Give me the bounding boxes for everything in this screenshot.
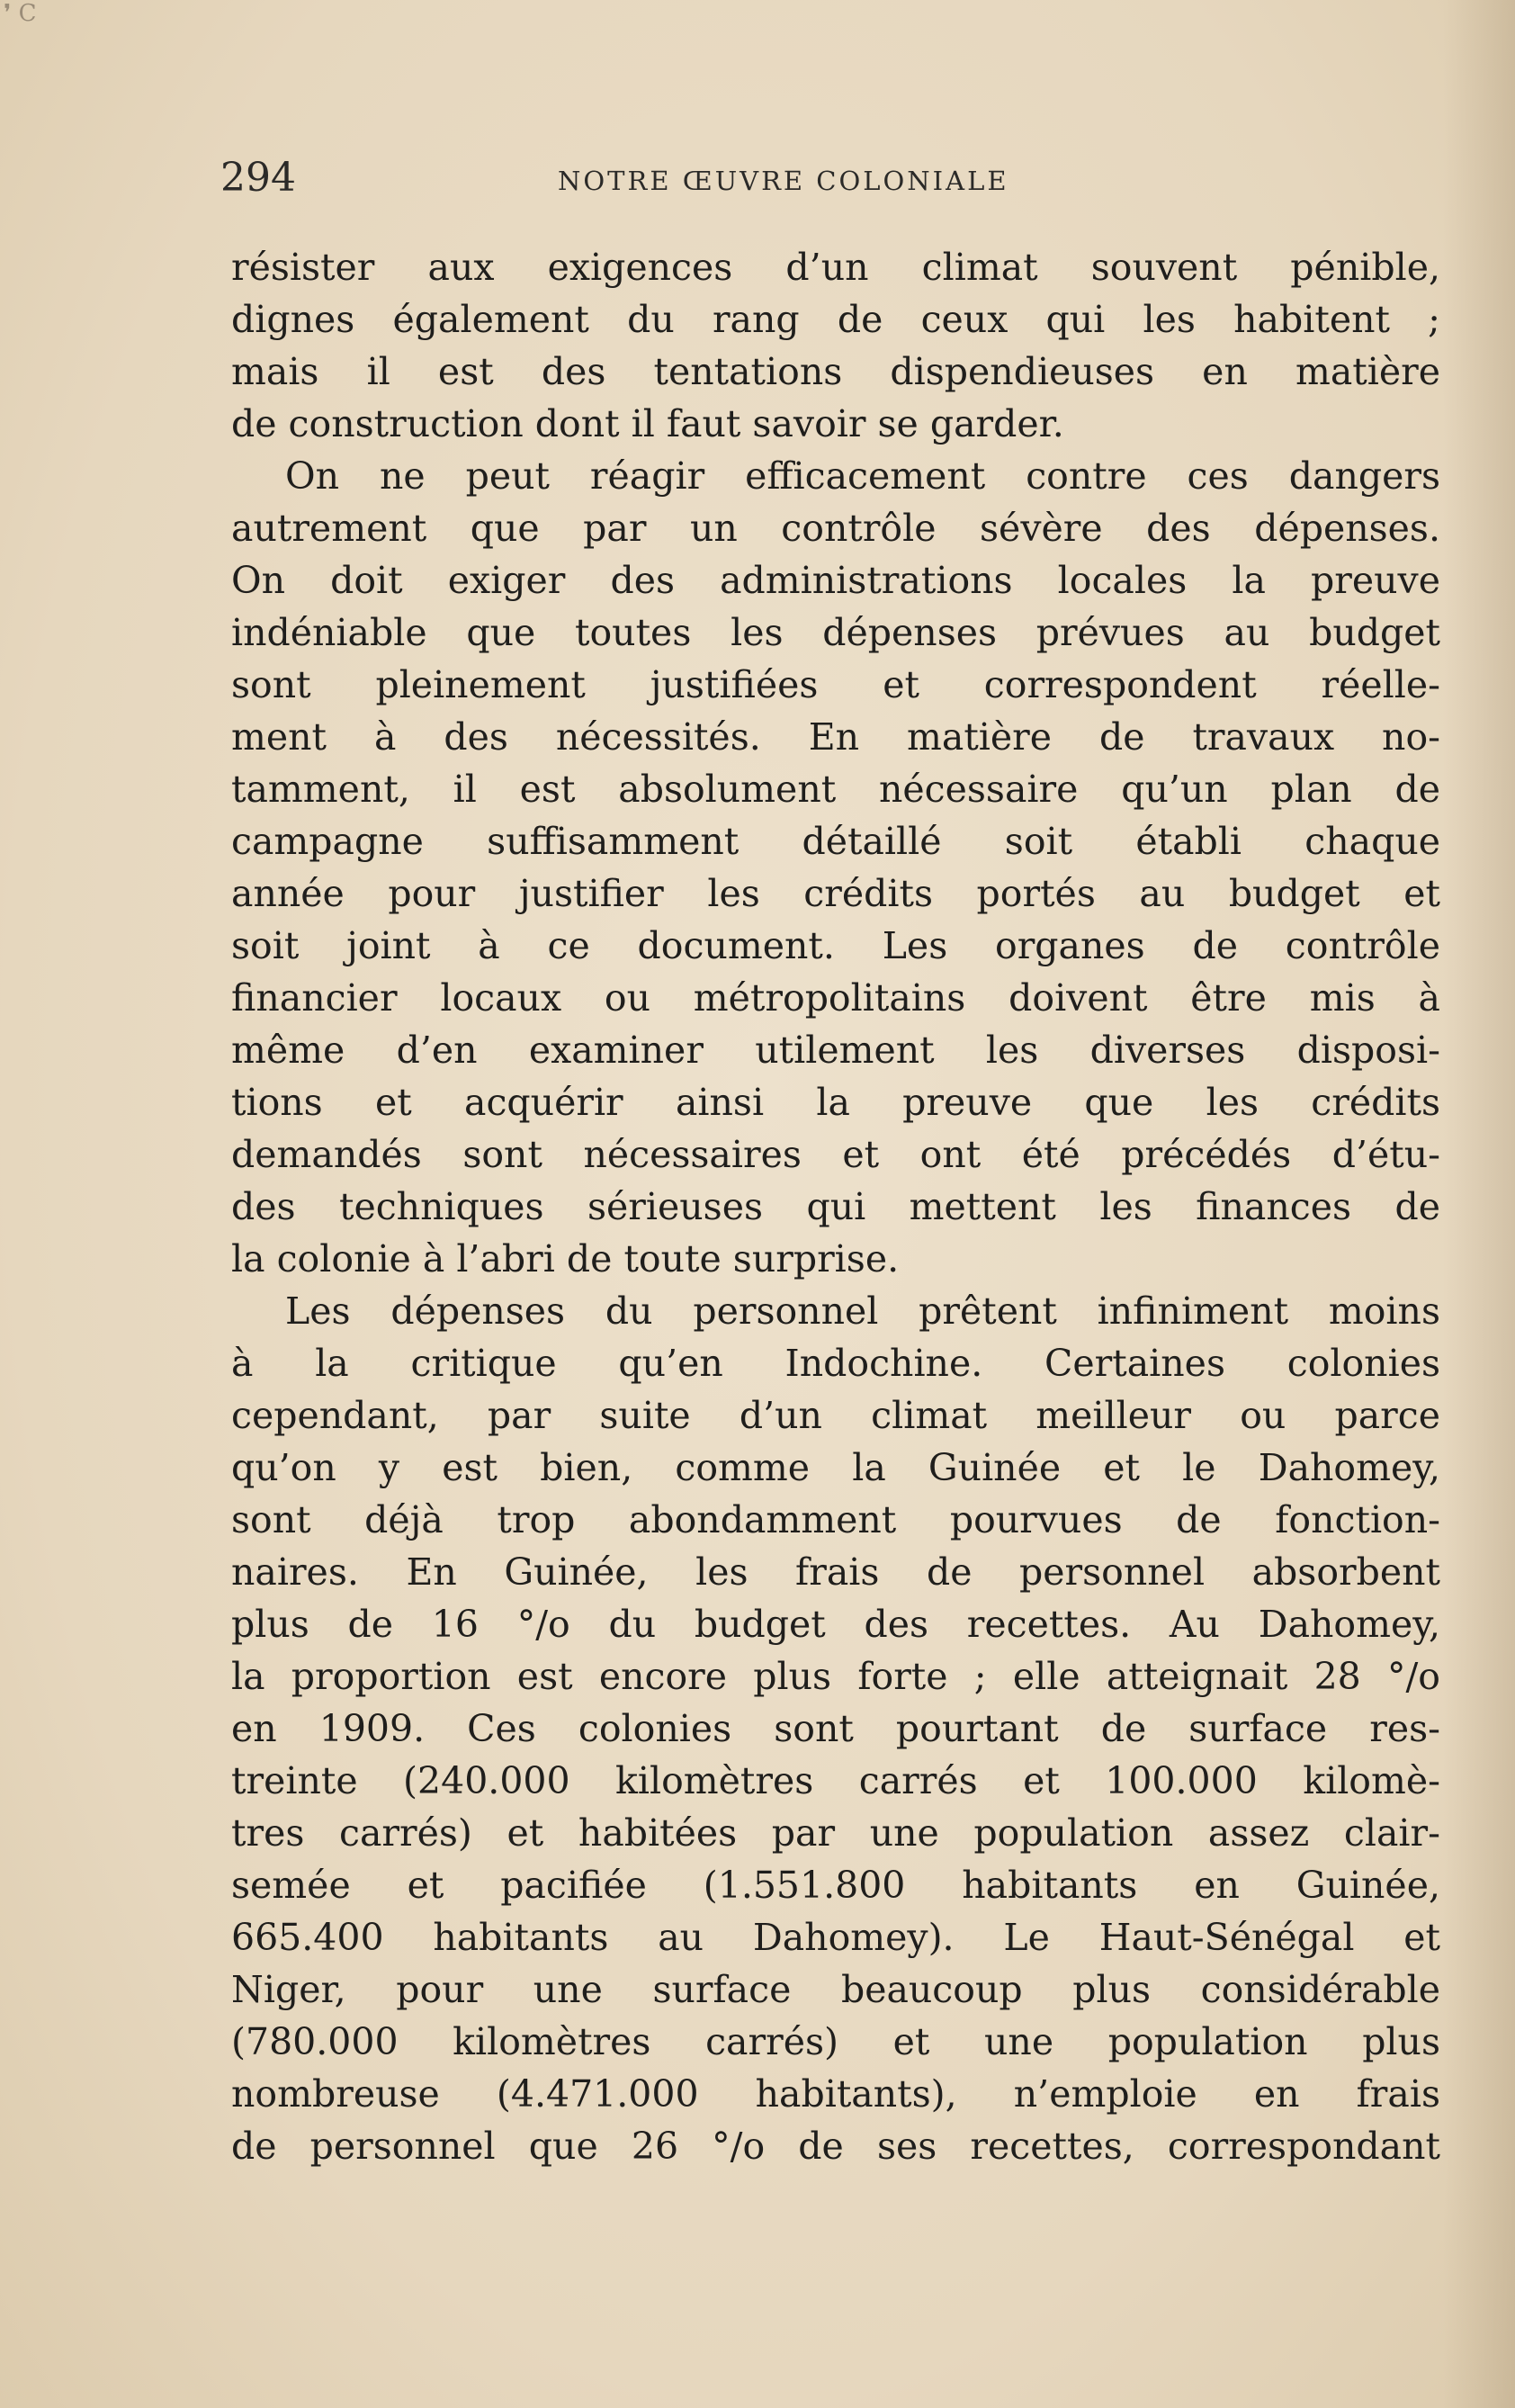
text-line: des techniques sérieuses qui mettent les finances de (231, 1185, 1440, 1228)
text-line: semée et pacifiée (1.551.800 habitants en Guinée, (231, 1864, 1440, 1907)
page-number: 294 (220, 155, 296, 201)
text-line: qu’on y est bien, comme la Guinée et le Dahomey, (231, 1446, 1440, 1489)
running-title: NOTRE ŒUVRE COLONIALE (558, 166, 1009, 196)
text-line: naires. En Guinée, les frais de personnel absorbent (231, 1550, 1440, 1594)
text-line: demandés sont nécessaires et ont été précédés d’étu- (231, 1133, 1440, 1176)
text-line: (780.000 kilomètres carrés) et une population plus (231, 2020, 1440, 2063)
text-line: année pour justifier les crédits portés au budget et (231, 872, 1440, 915)
text-line: à la critique qu’en Indochine. Certaines colonies (231, 1342, 1440, 1385)
text-line: mais il est des tentations dispendieuses en matière (231, 350, 1440, 393)
text-line: sont pleinement justifiées et correspondent réelle- (231, 663, 1440, 706)
text-line: indéniable que toutes les dépenses prévues au budget (231, 611, 1440, 654)
text-line: On doit exiger des administrations locales la preuve (231, 559, 1440, 602)
text-line: financier locaux ou métropolitains doivent être mis à (231, 976, 1440, 1020)
page-edge-shadow (1443, 0, 1515, 2408)
text-line: cependant, par suite d’un climat meilleur ou parce (231, 1394, 1440, 1437)
text-line: campagne suffisamment détaillé soit établi chaque (231, 820, 1440, 863)
text-line: ment à des nécessités. En matière de travaux no- (231, 715, 1440, 759)
page-header (220, 155, 1120, 209)
text-line: la colonie à l’abri de toute surprise. (231, 1237, 900, 1280)
text-line: sont déjà trop abondamment pourvues de fonction- (231, 1498, 1440, 1541)
text-line: tions et acquérir ainsi la preuve que les crédits (231, 1081, 1440, 1124)
text-line: plus de 16 °/o du budget des recettes. Au Dahomey, (231, 1603, 1440, 1646)
text-line: tamment, il est absolument nécessaire qu’un plan de (231, 768, 1440, 811)
corner-mark: ❜ C (4, 0, 37, 27)
text-line: en 1909. Ces colonies sont pourtant de surface res- (231, 1707, 1440, 1750)
text-line: même d’en examiner utilement les diverses disposi- (231, 1029, 1440, 1072)
text-line: Niger, pour une surface beaucoup plus considérable (231, 1968, 1440, 2011)
text-line: On ne peut réagir efficacement contre ces dangers (285, 454, 1440, 498)
text-line: la proportion est encore plus forte ; elle atteignait 28 °/o (231, 1655, 1440, 1698)
text-line: nombreuse (4.471.000 habitants), n’emploie en frais (231, 2072, 1440, 2116)
text-line: 665.400 habitants au Dahomey). Le Haut-Sénégal et (231, 1916, 1440, 1959)
text-line: de construction dont il faut savoir se garder. (231, 402, 1064, 445)
text-line: tres carrés) et habitées par une population assez clair- (231, 1811, 1440, 1855)
text-line: Les dépenses du personnel prêtent infiniment moins (285, 1289, 1440, 1333)
text-line: autrement que par un contrôle sévère des dépenses. (231, 507, 1440, 550)
text-line: treinte (240.000 kilomètres carrés et 100.000 kilomè- (231, 1759, 1440, 1802)
text-line: soit joint à ce document. Les organes de contrôle (231, 924, 1440, 967)
text-line: de personnel que 26 °/o de ses recettes, correspondant (231, 2125, 1440, 2168)
text-line: dignes également du rang de ceux qui les habitent ; (231, 298, 1440, 341)
body-text (231, 241, 1440, 2172)
text-line: résister aux exigences d’un climat souvent pénible, (231, 246, 1440, 289)
